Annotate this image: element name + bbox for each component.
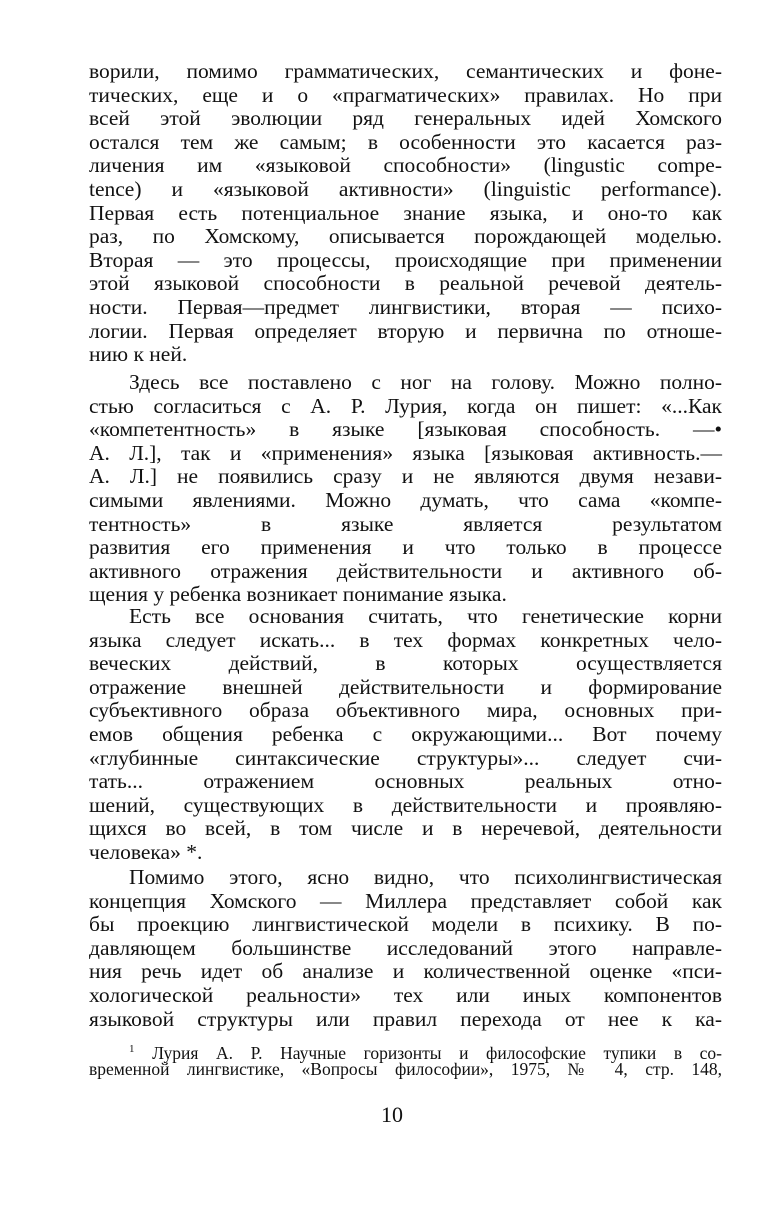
text-line: А. Л.], так и «применения» языка [языковая активность.—	[89, 440, 722, 465]
text-line: логии. Первая определяет вторую и первична по отноше-	[89, 318, 722, 343]
text-line: тических, еще и о «прагматических» правилах. Но при	[89, 82, 722, 107]
text-line: tence) и «языковой активности» (linguistic performance).	[89, 176, 722, 201]
text-line: Помимо этого, ясно видно, что психолингвистическая	[129, 865, 722, 889]
text-line: ния речь идет об анализе и количественной оценке «пси-	[89, 959, 722, 984]
text-line: этой языковой способности в реальной речевой деятель-	[89, 271, 722, 296]
text-line: отражение внешней действительности и формирование	[89, 674, 722, 699]
text-line: А. Л.] не появились сразу и не являются двумя незави-	[89, 464, 722, 489]
text-line: раз, по Хомскому, описывается порождающей моделью.	[89, 224, 722, 249]
footnote-line	[89, 1039, 723, 1063]
text-line: Первая есть потенциальное знание языка, и оно-то как	[89, 200, 722, 225]
text-line: концепция Хомского — Миллера представляет собой как	[89, 888, 722, 913]
text-line: тать... отражением основных реальных отно-	[89, 769, 722, 794]
text-line: личения им «языковой способности» (lingustic compe-	[89, 153, 722, 178]
text-line: бы проекцию лингвистической модели в психику. В по-	[89, 912, 722, 937]
text-line: Здесь все поставлено с ног на голову. Можно полно-	[129, 370, 722, 394]
text-line: активного отражения действительности и активного об-	[89, 558, 722, 583]
page-number: 10	[381, 1102, 403, 1127]
footnote-marker: 1	[129, 1043, 135, 1055]
paragraph-1	[89, 60, 722, 367]
footnote	[89, 1039, 722, 1079]
text-line: субъективного образа объективного мира, основных при-	[89, 698, 722, 723]
text-line: давляющем большинстве исследований этого направле-	[89, 935, 722, 960]
paragraph-3	[89, 605, 722, 865]
text-line: Вторая — это процессы, происходящие при применении	[89, 247, 722, 272]
text-line: ворили, помимо грамматических, семантических и фоне-	[89, 59, 722, 83]
text-line: хологической реальности» тех или иных компонентов	[89, 982, 722, 1007]
text-line: «компетентность» в языке [языковая способность. —•	[89, 417, 722, 442]
text-line: «глубинные синтаксические структуры»... следует счи-	[89, 745, 722, 770]
text-line: языка следует искать... в тех формах конкретных чело-	[89, 627, 722, 652]
footnote-text: Лурия А. Р. Научные горизонты и философские тупики в со-	[152, 1042, 723, 1063]
text-line: веческих действий, в которых осуществляется	[89, 651, 722, 676]
footnote-line: временной лингвистике, «Вопросы философии», 1975, № 4, стр. 148,	[89, 1059, 722, 1079]
text-line: стью согласиться с А. Р. Лурия, когда он пишет: «...Как	[89, 393, 722, 418]
text-line: Есть все основания считать, что генетические корни	[129, 604, 722, 628]
text-line: щихся во всей, в том числе и в неречевой, деятельности	[89, 816, 722, 841]
text-line: человека» *.	[89, 839, 203, 864]
text-line: всей этой эволюции ряд генеральных идей Хомского	[89, 106, 722, 131]
text-line: ности. Первая—предмет лингвистики, вторая — психо-	[89, 294, 722, 319]
text-line: щения у ребенка возникает понимание языка.	[89, 582, 507, 607]
text-line: тентность» в языке является результатом	[89, 511, 722, 536]
text-line: нию к ней.	[89, 342, 188, 367]
text-line: симыми явлениями. Можно думать, что сама «компе-	[89, 487, 722, 512]
paragraph-4	[89, 866, 722, 1031]
text-line: языковой структуры или правил перехода от нее к ка-	[89, 1006, 722, 1031]
paragraph-2	[89, 371, 722, 607]
text-line: развития его применения и что только в процессе	[89, 535, 722, 560]
text-line: емов общения ребенка с окружающими... Вот почему	[89, 721, 722, 746]
text-line: остался тем же самым; в особенности это касается раз-	[89, 129, 722, 154]
text-line: шений, существующих в действительности и проявляю-	[89, 792, 722, 817]
